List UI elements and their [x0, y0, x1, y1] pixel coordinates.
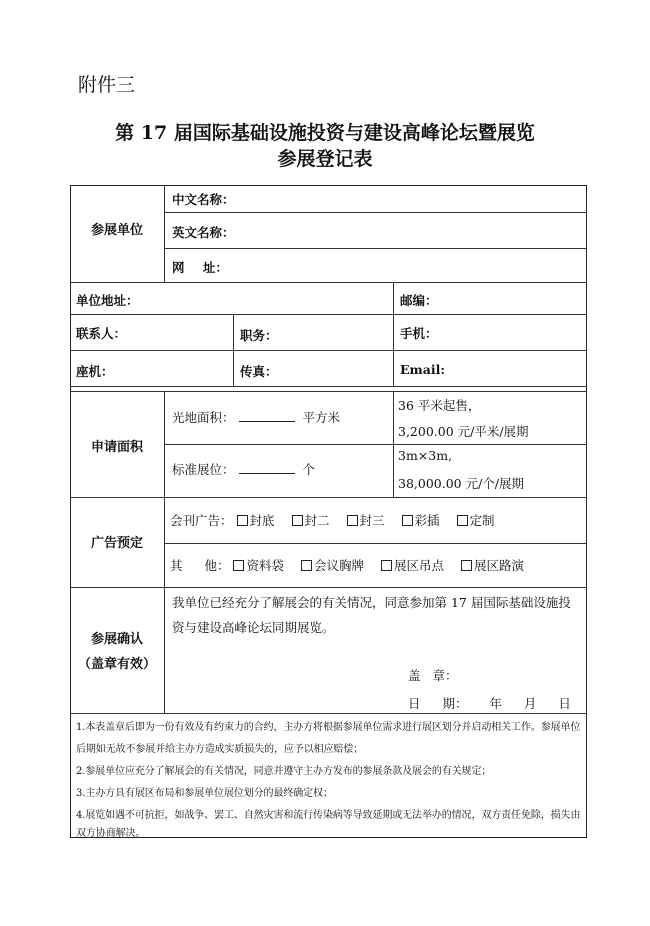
address-label: 单位地址：	[76, 293, 139, 308]
option-roadshow[interactable]: 展区路演	[461, 558, 524, 573]
row-divider	[70, 350, 587, 351]
journal-ad-row	[170, 511, 508, 529]
note-line: 1.本表盖章后即为一份有效及有约束力的合约，主办方将根据参展单位需求进行展区划分并启动相关工作。参展单位	[76, 722, 581, 733]
checkbox-icon[interactable]	[237, 515, 248, 526]
raw-space-blank[interactable]	[239, 409, 295, 422]
phone-label: 座机：	[76, 364, 114, 379]
note-line: 4.展览如遇不可抗拒，如战争、罢工、自然灾害和流行传染病等导致延期或无法举办的情况，双方责任免除，损失由	[76, 810, 581, 821]
row-divider	[70, 391, 587, 392]
section-exhibitor: 参展单位	[90, 223, 143, 238]
option-inside-back[interactable]: 封三	[347, 513, 385, 528]
raw-space-unit: 平方米	[302, 410, 341, 425]
raw-space-price: 3,200.00 元/平米/展期	[398, 424, 529, 439]
postcode-label: 邮编：	[400, 293, 438, 308]
checkbox-icon[interactable]	[347, 515, 358, 526]
row-divider	[70, 314, 587, 315]
col-divider	[233, 314, 234, 386]
section-confirm-sub: （盖章有效）	[77, 657, 156, 672]
note-line: 2.参展单位应充分了解展会的有关情况，同意并遵守主办方发布的参展条款及展会的有关规定；	[76, 766, 492, 777]
other-label: 其 他：	[170, 558, 230, 573]
booth-size: 3m×3m,	[398, 448, 453, 463]
row-divider	[70, 497, 587, 498]
confirm-text-2: 资与建设高峰论坛同期展览。	[172, 620, 335, 635]
row-divider	[164, 444, 587, 445]
checkbox-icon[interactable]	[457, 515, 468, 526]
row-divider	[70, 282, 587, 283]
booth-blank[interactable]	[239, 461, 295, 474]
checkbox-icon[interactable]	[292, 515, 303, 526]
cn-name-label: 中文名称：	[172, 192, 235, 207]
raw-space-row	[172, 408, 340, 426]
form-subtitle: 参展登记表	[277, 148, 373, 170]
raw-space-note: 36 平米起售，	[398, 398, 481, 413]
note-line: 3.主办方具有展区布局和参展单位展位划分的最终确定权；	[76, 788, 333, 799]
option-hanging-point[interactable]: 展区吊点	[381, 558, 444, 573]
email-label: Email:	[400, 362, 445, 377]
option-back-cover[interactable]: 封底	[237, 513, 275, 528]
booth-price: 38,000.00 元/个/展期	[398, 476, 525, 491]
form-title: 第 17 届国际基础设施投资与建设高峰论坛暨展览	[115, 122, 535, 144]
row-divider	[164, 212, 587, 213]
row-divider	[70, 587, 587, 588]
journal-ad-label: 会刊广告：	[170, 513, 233, 528]
checkbox-icon[interactable]	[233, 560, 244, 571]
website-label: 网 址：	[172, 260, 228, 275]
row-divider	[70, 713, 587, 714]
checkbox-icon[interactable]	[402, 515, 413, 526]
stamp-label: 盖 章：	[408, 668, 458, 683]
note-line: 后期如无故不参展并给主办方造成实质损失的，应予以相应赔偿；	[76, 744, 364, 755]
date-label: 日 期： 年 月 日	[408, 696, 571, 711]
fax-label: 传真：	[240, 364, 278, 379]
note-line: 双方协商解决。	[76, 828, 146, 839]
option-bag[interactable]: 资料袋	[233, 558, 284, 573]
checkbox-icon[interactable]	[301, 560, 312, 571]
booth-unit: 个	[302, 462, 316, 477]
raw-space-label: 光地面积：	[172, 410, 235, 425]
section-ads: 广告预定	[90, 536, 143, 551]
row-divider	[70, 386, 587, 387]
row-divider	[164, 248, 587, 249]
option-inside-front[interactable]: 封二	[292, 513, 330, 528]
booth-row	[172, 460, 315, 478]
section-area: 申请面积	[90, 440, 143, 455]
option-badge[interactable]: 会议胸牌	[301, 558, 364, 573]
option-color-insert[interactable]: 彩插	[402, 513, 440, 528]
position-label: 职务：	[240, 328, 278, 343]
mobile-label: 手机：	[400, 326, 438, 341]
checkbox-icon[interactable]	[461, 560, 472, 571]
option-custom[interactable]: 定制	[457, 513, 495, 528]
col-divider	[164, 185, 165, 282]
en-name-label: 英文名称：	[172, 225, 235, 240]
checkbox-icon[interactable]	[381, 560, 392, 571]
col-divider	[393, 391, 394, 497]
section-confirm: 参展确认	[90, 632, 143, 647]
confirm-text-1: 我单位已经充分了解展会的有关情况，同意参加第 17 届国际基础设施投	[172, 595, 571, 610]
col-divider	[393, 282, 394, 386]
row-divider	[164, 543, 587, 544]
other-ad-row	[170, 556, 537, 574]
col-divider	[164, 391, 165, 713]
attachment-heading: 附件三	[78, 74, 136, 96]
contact-label: 联系人：	[76, 326, 127, 341]
booth-label: 标准展位：	[172, 462, 235, 477]
